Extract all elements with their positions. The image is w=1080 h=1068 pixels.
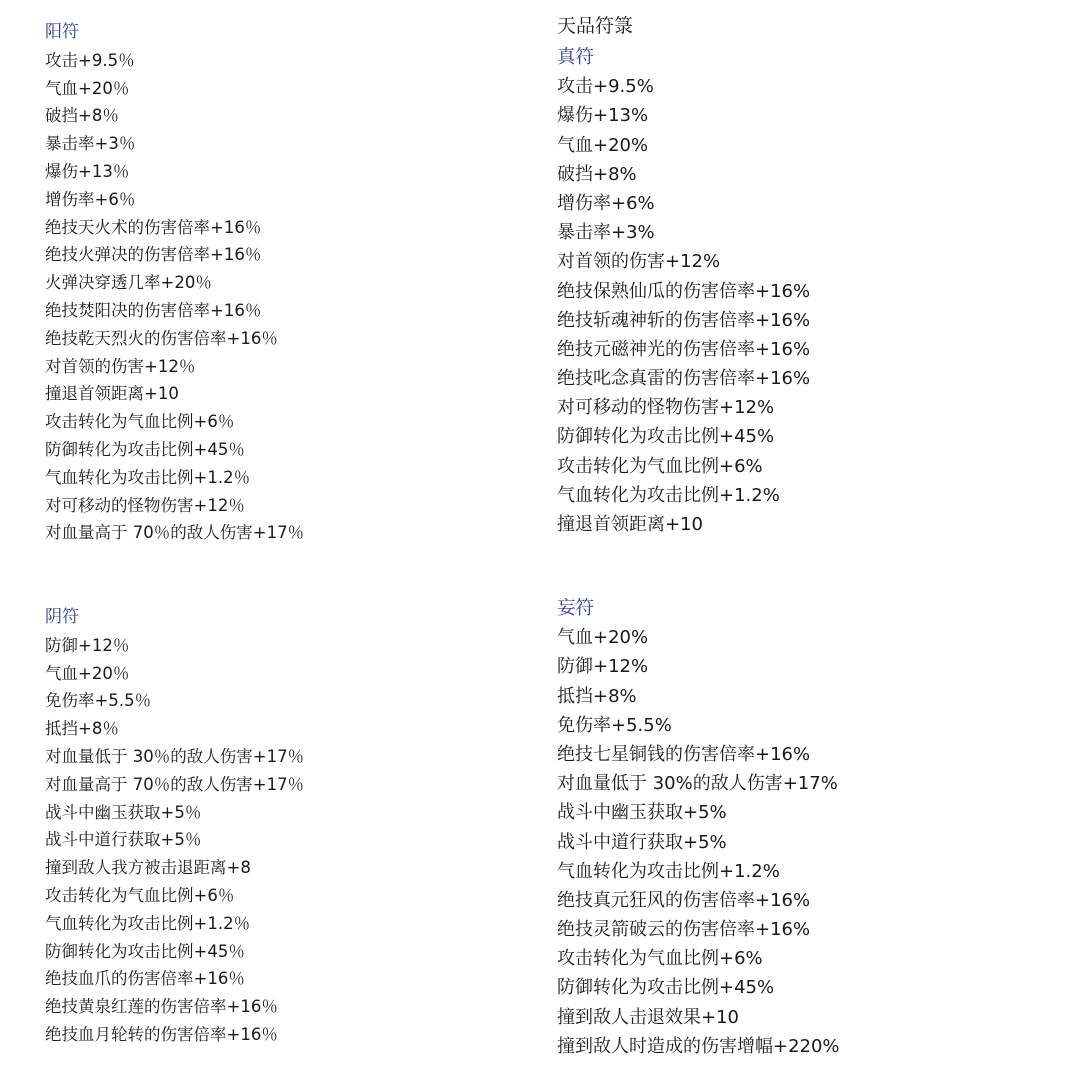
stat-line: 对可移动的怪物伤害+12％	[45, 495, 245, 515]
stat-line: 绝技焚阳决的伤害倍率+16％	[45, 300, 262, 320]
stat-line: 破挡+8%	[557, 163, 637, 185]
stat-line: 战斗中道行获取+5％	[45, 830, 202, 850]
section-title: 妄符	[557, 598, 595, 619]
page-heading: 天品符箓	[557, 15, 634, 37]
stat-line: 撞到敌人我方被击退距离+8	[45, 858, 251, 878]
stat-line: 爆伤+13%	[557, 105, 649, 127]
stat-line: 战斗中幽玉获取+5%	[557, 802, 727, 824]
stat-line: 防御+12%	[557, 656, 649, 678]
stat-line: 防御转化为攻击比例+45％	[45, 941, 245, 961]
stat-line: 绝技真元狂风的伤害倍率+16%	[557, 889, 811, 911]
stat-line: 气血转化为攻击比例+1.2％	[45, 467, 251, 487]
stat-line: 撞退首领距离+10	[557, 514, 703, 535]
stat-line: 增伤率+6%	[557, 192, 655, 214]
stat-line: 攻击+9.5%	[557, 76, 654, 98]
stat-line: 免伤率+5.5％	[45, 691, 152, 711]
stat-line: 防御转化为攻击比例+45％	[45, 439, 245, 459]
stat-line: 暴击率+3％	[45, 134, 136, 154]
stat-line: 绝技黄泉红莲的伤害倍率+16％	[45, 997, 278, 1017]
stat-line: 绝技七星铜钱的伤害倍率+16%	[557, 743, 811, 765]
stat-line: 攻击转化为气血比例+6％	[45, 412, 235, 432]
stat-line: 气血+20%	[557, 134, 649, 156]
stat-line: 对可移动的怪物伤害+12%	[557, 397, 775, 419]
stat-line: 攻击转化为气血比例+6%	[557, 455, 763, 477]
stat-line: 绝技血爪的伤害倍率+16％	[45, 969, 245, 989]
stat-line: 撞退首领距离+10	[45, 384, 179, 404]
section-wang-fu	[557, 594, 840, 1061]
stat-line: 抵挡+8％	[45, 719, 119, 739]
stat-line: 撞到敌人击退效果+10	[557, 1006, 739, 1028]
section-title: 真符	[557, 47, 595, 68]
stat-line: 对首领的伤害+12％	[45, 356, 196, 376]
stat-line: 绝技元磁神光的伤害倍率+16%	[557, 338, 811, 360]
stat-line: 防御转化为攻击比例+45%	[557, 977, 775, 999]
section-title: 阳符	[45, 22, 79, 42]
stat-line: 气血转化为攻击比例+1.2%	[557, 860, 780, 882]
section-yin-fu	[45, 604, 304, 1049]
stat-line: 抵挡+8%	[557, 685, 637, 707]
stat-line: 气血转化为攻击比例+1.2%	[557, 484, 780, 506]
stat-line: 绝技灵箭破云的伤害倍率+16%	[557, 919, 811, 941]
section-yang-fu	[45, 19, 304, 547]
stat-line: 攻击转化为气血比例+6％	[45, 885, 235, 905]
stat-line: 气血+20%	[557, 627, 649, 649]
stat-line: 爆伤+13％	[45, 161, 130, 181]
stat-line: 火弹决穿透几率+20％	[45, 273, 212, 293]
stat-line: 绝技叱念真雷的伤害倍率+16%	[557, 368, 811, 390]
stat-line: 防御转化为攻击比例+45%	[557, 426, 775, 448]
stat-line: 绝技斩魂神斩的伤害倍率+16%	[557, 309, 811, 331]
stat-line: 战斗中幽玉获取+5％	[45, 802, 202, 822]
stat-line: 对首领的伤害+12%	[557, 251, 721, 273]
stat-line: 增伤率+6％	[45, 189, 136, 209]
stat-line: 攻击转化为气血比例+6%	[557, 948, 763, 970]
stat-line: 对血量低于 30％的敌人伤害+17％	[45, 746, 305, 766]
stat-line: 攻击+9.5％	[45, 50, 135, 70]
stat-line: 绝技乾天烈火的伤害倍率+16％	[45, 328, 278, 348]
section-title: 阴符	[45, 607, 79, 627]
stat-line: 气血+20％	[45, 78, 130, 98]
stat-line: 绝技血月轮转的伤害倍率+16％	[45, 1024, 278, 1044]
stat-line: 绝技火弹决的伤害倍率+16％	[45, 245, 262, 265]
stat-line: 暴击率+3%	[557, 222, 655, 244]
stat-line: 气血转化为攻击比例+1.2％	[45, 913, 251, 933]
stat-line: 绝技保熟仙瓜的伤害倍率+16%	[557, 280, 811, 302]
stat-line: 防御+12％	[45, 635, 130, 655]
stat-line: 破挡+8％	[45, 106, 119, 126]
stat-line: 免伤率+5.5%	[557, 714, 672, 736]
stat-line: 撞到敌人时造成的伤害增幅+220%	[557, 1035, 840, 1057]
section-zhen-fu	[557, 43, 810, 539]
stat-line: 对血量高于 70％的敌人伤害+17％	[45, 774, 305, 794]
stat-line: 战斗中道行获取+5%	[557, 831, 727, 853]
stat-line: 绝技天火术的伤害倍率+16％	[45, 217, 262, 237]
stat-line: 对血量高于 70％的敌人伤害+17％	[45, 523, 305, 543]
stat-line: 气血+20％	[45, 663, 130, 683]
stat-line: 对血量低于 30%的敌人伤害+17%	[557, 773, 838, 795]
